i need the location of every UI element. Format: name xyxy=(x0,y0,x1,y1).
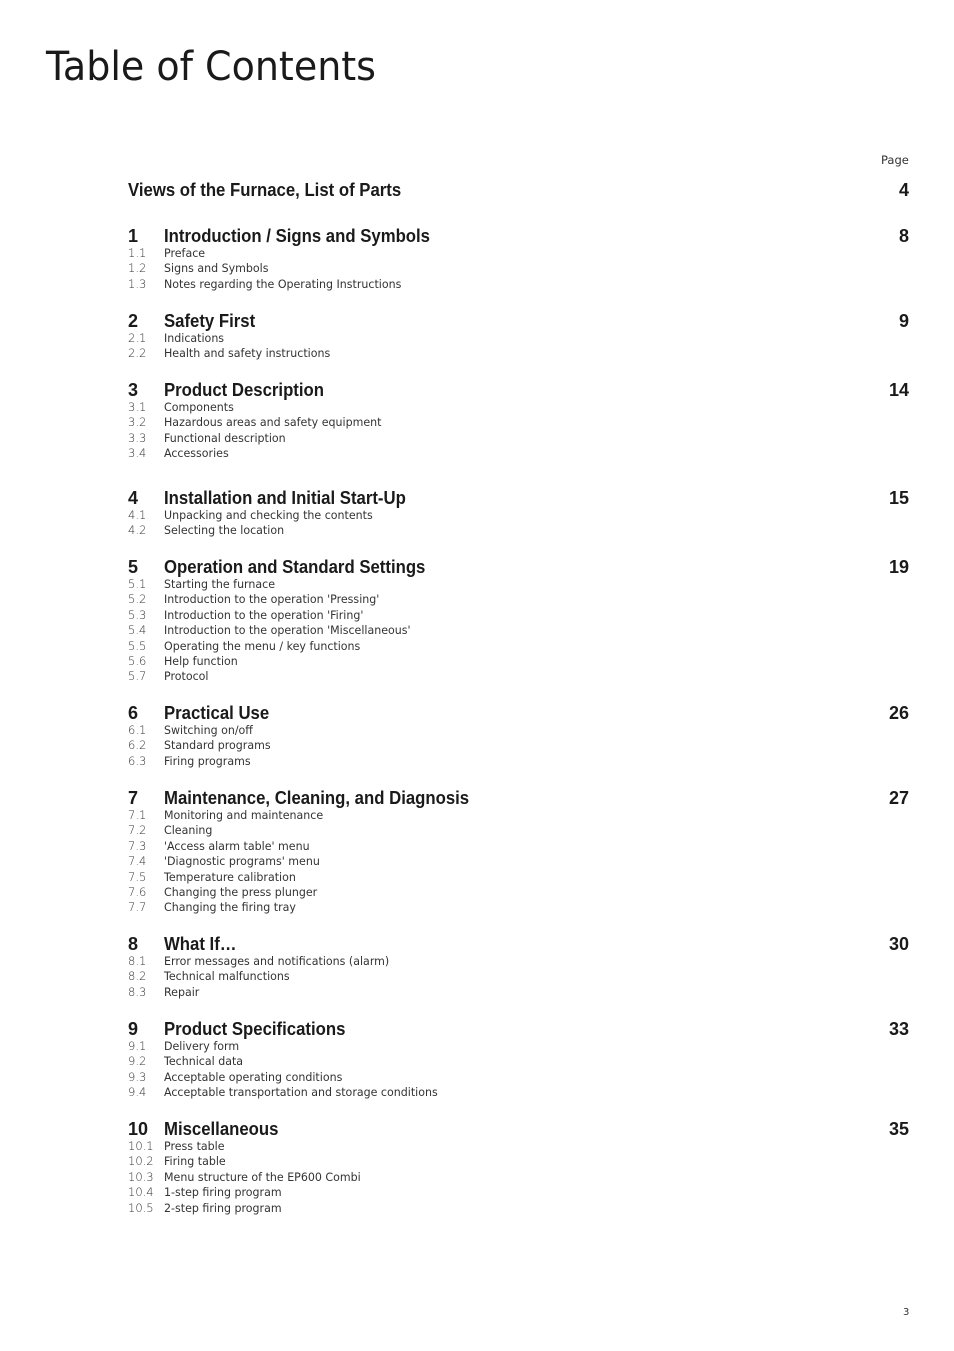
toc-chapter-number: 5 xyxy=(128,557,139,577)
toc-subsection[interactable] xyxy=(128,900,909,915)
toc-subsection[interactable] xyxy=(128,577,909,592)
toc-subsection-title: Technical malfunctions xyxy=(164,969,290,984)
toc-subsection-number: 8.1 xyxy=(128,954,147,968)
toc-subsection[interactable] xyxy=(128,808,909,823)
toc-chapter-heading xyxy=(128,1019,909,1039)
toc-subsection-title: Delivery form xyxy=(164,1039,240,1053)
toc-subsection-number: 3.4 xyxy=(128,446,147,461)
toc-chapter-heading xyxy=(128,311,909,331)
toc-subsection-number: 10.1 xyxy=(128,1139,154,1153)
toc-chapter[interactable] xyxy=(128,788,909,916)
toc-subsection-title: Acceptable transportation and storage conditions xyxy=(164,1085,438,1100)
toc-subsection[interactable] xyxy=(128,654,909,669)
toc-chapter-title: Maintenance, Cleaning, and Diagnosis xyxy=(164,788,470,808)
toc-subsection-number: 6.2 xyxy=(128,738,147,753)
toc-chapter-heading xyxy=(128,788,909,808)
toc-subsection-number: 1.2 xyxy=(128,261,147,276)
toc-subsection-title: Selecting the location xyxy=(164,523,285,538)
toc-chapter-number: 10 xyxy=(128,1119,149,1139)
toc-subsection[interactable] xyxy=(128,639,909,654)
toc-chapter-number: 6 xyxy=(128,703,139,723)
toc-subsection-number: 2.1 xyxy=(128,331,147,345)
toc-subsection[interactable] xyxy=(128,400,909,415)
toc-subsection-title: Indications xyxy=(164,331,225,345)
toc-chapter-number: 4 xyxy=(128,488,139,508)
toc-subsection[interactable] xyxy=(128,1085,909,1100)
toc-subsection-number: 7.3 xyxy=(128,838,147,853)
toc-subsection-number: 7.2 xyxy=(128,823,147,838)
toc-subsection-title: 'Diagnostic programs' menu xyxy=(164,854,320,869)
toc-chapter[interactable] xyxy=(128,1119,909,1216)
toc-subsection-title: Introduction to the operation 'Miscellaneous' xyxy=(164,623,411,638)
toc-subsection-title: Components xyxy=(164,400,234,414)
toc-chapter-heading xyxy=(128,703,909,723)
toc-subsection-title: Temperature calibration xyxy=(164,869,296,884)
toc-subsection-title: Cleaning xyxy=(164,823,213,838)
toc-subsection-number: 1.3 xyxy=(128,276,147,291)
toc-subsection-title: Acceptable operating conditions xyxy=(164,1069,343,1084)
toc-chapter-title: Operation and Standard Settings xyxy=(164,557,426,577)
toc-subsection-number: 7.6 xyxy=(128,884,147,899)
toc-subsection-number: 9.3 xyxy=(128,1069,147,1084)
toc-subsection[interactable] xyxy=(128,592,909,607)
toc-subsection-title: Health and safety instructions xyxy=(164,346,331,361)
toc-chapter-number: 1 xyxy=(128,226,139,246)
toc-subsection-title: 1-step firing program xyxy=(164,1185,282,1200)
toc-subsection-number: 10.2 xyxy=(128,1154,154,1169)
toc-subsection-number: 5.2 xyxy=(128,592,147,607)
toc-chapter-page: 8 xyxy=(898,226,909,246)
toc-subsection-number: 10.3 xyxy=(128,1169,154,1184)
toc-subsection-title: Press table xyxy=(164,1139,225,1153)
toc-chapter-heading xyxy=(128,226,909,246)
toc-subsection-title: Repair xyxy=(164,984,200,999)
toc-subsection[interactable] xyxy=(128,669,909,684)
toc-subsection-title: Technical data xyxy=(164,1054,244,1069)
toc-subsection[interactable] xyxy=(128,346,909,361)
toc-subsection[interactable] xyxy=(128,331,909,346)
toc-subsection-number: 5.6 xyxy=(128,653,147,668)
toc-subsection-number: 10.4 xyxy=(128,1185,154,1200)
toc-subsection[interactable] xyxy=(128,508,909,523)
toc-subsection[interactable] xyxy=(128,954,909,969)
toc-subsection[interactable] xyxy=(128,870,909,885)
toc-subsection[interactable] xyxy=(128,415,909,430)
toc-chapter-page: 9 xyxy=(898,311,909,331)
toc-subsection-number: 7.5 xyxy=(128,869,147,884)
toc-chapter[interactable] xyxy=(128,311,909,362)
toc-subsection[interactable] xyxy=(128,1070,909,1085)
toc-subsection[interactable] xyxy=(128,523,909,538)
toc-subsection-number: 3.3 xyxy=(128,430,147,445)
toc-subsection[interactable] xyxy=(128,277,909,292)
toc-chapter-number: 9 xyxy=(128,1019,139,1039)
toc-subsection-title: Changing the firing tray xyxy=(164,900,296,915)
toc-chapter[interactable] xyxy=(128,1019,909,1101)
toc-subsection-title: Standard programs xyxy=(164,738,271,753)
toc-subsection-title: Firing programs xyxy=(164,753,251,768)
toc-subsection[interactable] xyxy=(128,246,909,261)
toc-subsection[interactable] xyxy=(128,623,909,638)
toc-subsection-number: 5.5 xyxy=(128,638,147,653)
toc-subsection-number: 5.7 xyxy=(128,669,147,684)
toc-front-title: Views of the Furnace, List of Parts xyxy=(128,180,402,200)
toc-subsection-number: 10.5 xyxy=(128,1200,154,1215)
toc-chapter-page: 14 xyxy=(888,380,909,400)
toc-subsection[interactable] xyxy=(128,446,909,461)
toc-subsection-title: Preface xyxy=(164,246,206,260)
toc-subsection-number: 5.1 xyxy=(128,577,147,591)
toc-subsection-title: Error messages and notifications (alarm) xyxy=(164,954,390,968)
toc-chapter[interactable] xyxy=(128,703,909,769)
toc-subsection-number: 7.1 xyxy=(128,808,147,822)
toc-subsection[interactable] xyxy=(128,1154,909,1169)
toc-subsection-title: 'Access alarm table' menu xyxy=(164,838,310,853)
toc-chapter-heading xyxy=(128,1119,909,1139)
toc-subsection[interactable] xyxy=(128,969,909,984)
toc-subsection-number: 2.2 xyxy=(128,346,147,361)
toc-chapter[interactable] xyxy=(128,934,909,1000)
toc-chapter-heading xyxy=(128,488,909,508)
toc-chapter-page: 30 xyxy=(888,934,909,954)
toc-subsection-number: 9.2 xyxy=(128,1054,147,1069)
toc-subsection[interactable] xyxy=(128,1201,909,1216)
toc-subsection-title: Starting the furnace xyxy=(164,577,276,591)
toc-subsection-title: Menu structure of the EP600 Combi xyxy=(164,1169,361,1184)
toc-subsection-number: 5.4 xyxy=(128,623,147,638)
toc-subsection-number: 6.3 xyxy=(128,753,147,768)
toc-subsection-title: Help function xyxy=(164,653,238,668)
toc-subsection-title: Changing the press plunger xyxy=(164,884,318,899)
toc-subsection[interactable] xyxy=(128,738,909,753)
toc-subsection-number: 3.2 xyxy=(128,415,147,430)
toc-subsection-title: Accessories xyxy=(164,446,229,461)
toc-subsection-number: 5.3 xyxy=(128,607,147,622)
toc-subsection-title: Monitoring and maintenance xyxy=(164,808,324,822)
toc-subsection-number: 4.1 xyxy=(128,508,147,522)
page-title: Table of Contents xyxy=(46,44,376,90)
toc-chapter-number: 2 xyxy=(128,311,139,331)
toc-chapter-title: Practical Use xyxy=(164,703,270,723)
toc-subsection-title: Introduction to the operation 'Firing' xyxy=(164,607,364,622)
toc-subsection[interactable] xyxy=(128,854,909,869)
toc-subsection-title: Switching on/off xyxy=(164,723,253,737)
toc-subsection-title: Protocol xyxy=(164,669,209,684)
toc-subsection[interactable] xyxy=(128,1139,909,1154)
toc-chapter-heading xyxy=(128,934,909,954)
page-number: 3 xyxy=(903,1307,910,1318)
toc-subsection-number: 7.7 xyxy=(128,900,147,915)
toc-chapter-title: Product Description xyxy=(164,380,324,400)
toc-chapter-title: Installation and Initial Start-Up xyxy=(164,488,406,508)
toc-subsection-title: Notes regarding the Operating Instructions xyxy=(164,276,402,291)
toc-subsection-number: 3.1 xyxy=(128,400,147,414)
toc-subsection[interactable] xyxy=(128,261,909,276)
toc-subsection-number: 4.2 xyxy=(128,523,147,538)
toc-chapter-number: 7 xyxy=(128,788,139,808)
toc-chapter[interactable] xyxy=(128,488,909,539)
toc-subsection[interactable] xyxy=(128,823,909,838)
toc-subsection-number: 9.4 xyxy=(128,1085,147,1100)
toc-front-entry[interactable] xyxy=(128,180,909,200)
toc-chapter-number: 8 xyxy=(128,934,139,954)
toc-chapter-page: 27 xyxy=(888,788,909,808)
toc-chapter-title: Product Specifications xyxy=(164,1019,346,1039)
toc-subsection[interactable] xyxy=(128,1185,909,1200)
toc-subsection-number: 8.3 xyxy=(128,984,147,999)
toc-subsection[interactable] xyxy=(128,1170,909,1185)
toc-chapter-page: 19 xyxy=(888,557,909,577)
toc-chapter-number: 3 xyxy=(128,380,139,400)
toc-chapter-heading xyxy=(128,380,909,400)
toc-subsection-title: Firing table xyxy=(164,1154,226,1169)
toc-subsection-number: 6.1 xyxy=(128,723,147,737)
toc-subsection-title: Unpacking and checking the contents xyxy=(164,508,373,522)
toc-chapter-title: Introduction / Signs and Symbols xyxy=(164,226,430,246)
toc-chapter-page: 26 xyxy=(888,703,909,723)
toc-subsection-number: 9.1 xyxy=(128,1039,147,1053)
toc-subsection[interactable] xyxy=(128,885,909,900)
toc-subsection[interactable] xyxy=(128,1039,909,1054)
toc-subsection[interactable] xyxy=(128,431,909,446)
toc-subsection-number: 8.2 xyxy=(128,969,147,984)
toc-subsection[interactable] xyxy=(128,723,909,738)
toc-chapter-title: Miscellaneous xyxy=(164,1119,279,1139)
toc-subsection-title: 2-step firing program xyxy=(164,1200,282,1215)
toc-chapter-title: What If… xyxy=(164,934,237,954)
toc-chapter-title: Safety First xyxy=(164,311,256,331)
toc-subsection-title: Hazardous areas and safety equipment xyxy=(164,415,382,430)
toc-chapter-page: 35 xyxy=(888,1119,909,1139)
toc-chapter[interactable] xyxy=(128,226,909,292)
page-column-label: Page xyxy=(881,153,909,167)
toc-chapter[interactable] xyxy=(128,557,909,685)
toc-subsection[interactable] xyxy=(128,754,909,769)
toc-subsection-title: Functional description xyxy=(164,430,286,445)
toc-chapter[interactable] xyxy=(128,380,909,462)
toc-subsection[interactable] xyxy=(128,608,909,623)
toc-subsection[interactable] xyxy=(128,1054,909,1069)
toc-subsection-title: Signs and Symbols xyxy=(164,261,269,276)
toc-chapter-page: 33 xyxy=(888,1019,909,1039)
toc-subsection[interactable] xyxy=(128,985,909,1000)
toc-chapter-heading xyxy=(128,557,909,577)
toc-subsection[interactable] xyxy=(128,839,909,854)
toc-subsection-number: 7.4 xyxy=(128,854,147,869)
toc-front-page: 4 xyxy=(898,180,909,200)
toc-subsection-title: Introduction to the operation 'Pressing' xyxy=(164,592,380,607)
toc-subsection-title: Operating the menu / key functions xyxy=(164,638,361,653)
toc-subsection-number: 1.1 xyxy=(128,246,147,260)
toc-chapter-page: 15 xyxy=(888,488,909,508)
